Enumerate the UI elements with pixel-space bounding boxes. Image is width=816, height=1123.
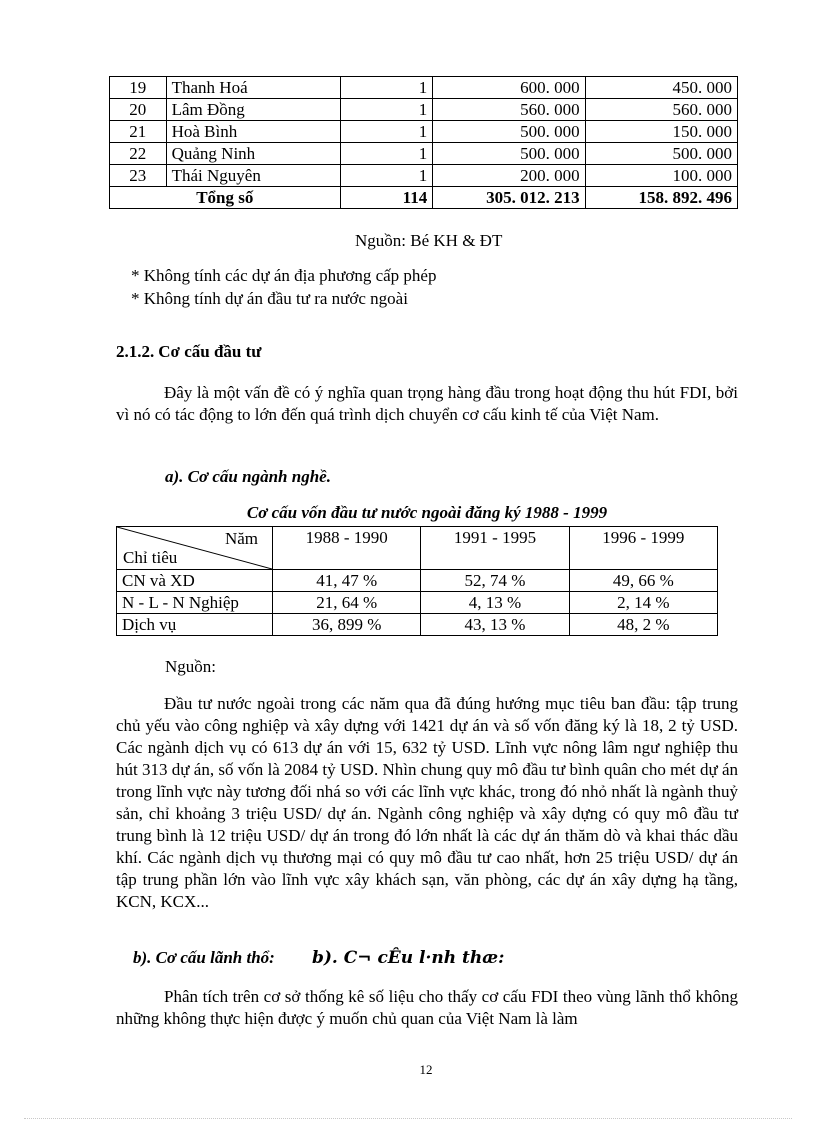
table-row bbox=[110, 143, 738, 165]
paragraph-2: Đầu tư nước ngoài trong các năm qua đã đúng hướng mục tiêu ban đầu: tập trung chủ yếu vào công nghiệp và xây dựng với 1421 dự án và số vốn đăng ký là 18, 2 tỷ USD. Các ngành dịch vụ có 613 dự án với 15, 632 tỷ USD. Lĩnh vực nông lâm ngư nghiệp thu hút 313 dự án, số vốn là 2084 tỷ USD. Nhìn chung quy mô đầu tư bình quân cho mét dự án trong lĩnh vực này tương đối nhá so với các lĩnh vực khác, trong đó nhỏ nhất là ngành thuỷ sản, chỉ khoảng 3 triệu USD/ dự án. Ngành công nghiệp và xây dựng có quy mô đầu tư trung bình là 12 triệu USD/ dự án trong đó lớn nhất là các dự án thăm dò và khai thác dầu khí. Các ngành dịch vụ thương mại có quy mô đầu tư cao nhất, hơn 25 triệu USD/ dự án tập trung phần lớn vào lĩnh vực xây khách sạn, văn phòng, các dự án xây dựng hạ tầng, KCN, KCX... bbox=[116, 694, 738, 911]
table-row bbox=[110, 99, 738, 121]
total-capital: 305. 012. 213 bbox=[433, 187, 585, 209]
paragraph-3: Phân tích trên cơ sở thống kê số liệu cho thấy cơ cấu FDI theo vùng lãnh thổ không những không thực hiện được ý muốn chủ quan của Việt Nam là làm bbox=[116, 987, 738, 1028]
total-legal: 158. 892. 496 bbox=[585, 187, 737, 209]
source-note-2: Nguồn: bbox=[165, 657, 216, 676]
cell-name: Lâm Đồng bbox=[166, 99, 340, 121]
row-value: 48, 2 % bbox=[569, 614, 717, 636]
cell-count: 1 bbox=[340, 77, 433, 99]
period-header: 1988 - 1990 bbox=[273, 527, 421, 570]
cell-count: 1 bbox=[340, 121, 433, 143]
cell-name: Hoà Bình bbox=[166, 121, 340, 143]
cell-name: Thanh Hoá bbox=[166, 77, 340, 99]
row-value: 49, 66 % bbox=[569, 570, 717, 592]
section-heading bbox=[116, 342, 261, 362]
row-label: CN và XD bbox=[117, 570, 273, 592]
table-row bbox=[110, 121, 738, 143]
paragraph-1: Đây là một vấn đề có ý nghĩa quan trọng hàng đầu trong hoạt động thu hút FDI, bởi vì nó có tác động to lớn đến quá trình dịch chuyển cơ cấu kinh tế của Việt Nam. bbox=[116, 383, 738, 424]
source-note-1: Nguồn: Bé KH & ĐT bbox=[355, 231, 503, 250]
page-number: 12 bbox=[419, 1062, 433, 1077]
subheading-a: a). Cơ cấu ngành nghề. bbox=[165, 467, 331, 486]
cell-no: 19 bbox=[110, 77, 167, 99]
cell-capital: 200. 000 bbox=[433, 165, 585, 187]
section-title: Cơ cấu đầu tư bbox=[158, 342, 262, 361]
diagonal-header-cell bbox=[117, 527, 273, 570]
struct-header-row bbox=[117, 527, 718, 570]
provinces-table bbox=[109, 76, 738, 209]
row-label: N - L - N Nghiệp bbox=[117, 592, 273, 614]
cell-no: 23 bbox=[110, 165, 167, 187]
page-bottom-rule bbox=[24, 1118, 792, 1119]
subheading-b: b). Cơ cấu lãnh thổ: bbox=[133, 948, 275, 967]
period-header: 1991 - 1995 bbox=[421, 527, 569, 570]
table-row bbox=[110, 77, 738, 99]
cell-legal: 560. 000 bbox=[585, 99, 737, 121]
note-1: * Không tính các dự án địa phương cấp phép bbox=[131, 266, 437, 285]
total-row bbox=[110, 187, 738, 209]
row-value: 52, 74 % bbox=[421, 570, 569, 592]
row-value: 21, 64 % bbox=[273, 592, 421, 614]
row-value: 41, 47 % bbox=[273, 570, 421, 592]
corner-criteria-label: Chỉ tiêu bbox=[123, 548, 178, 567]
struct-row bbox=[117, 592, 718, 614]
row-label: Dịch vụ bbox=[117, 614, 273, 636]
cell-legal: 150. 000 bbox=[585, 121, 737, 143]
note-2: * Không tính dự án đầu tư ra nước ngoài bbox=[131, 289, 408, 308]
investment-structure-table bbox=[116, 526, 718, 636]
row-value: 43, 13 % bbox=[421, 614, 569, 636]
section-number: 2.1.2. bbox=[116, 342, 155, 361]
cell-name: Thái Nguyên bbox=[166, 165, 340, 187]
row-value: 2, 14 % bbox=[569, 592, 717, 614]
struct-table-title: Cơ cấu vốn đầu tư nước ngoài đăng ký 1988 - 1999 bbox=[246, 503, 608, 522]
struct-row bbox=[117, 570, 718, 592]
cell-name: Quảng Ninh bbox=[166, 143, 340, 165]
row-value: 36, 899 % bbox=[273, 614, 421, 636]
cell-capital: 500. 000 bbox=[433, 121, 585, 143]
period-header: 1996 - 1999 bbox=[569, 527, 717, 570]
subheading-b-garbled: b). C¬ cÊu l·nh thæ: bbox=[312, 948, 505, 968]
cell-capital: 500. 000 bbox=[433, 143, 585, 165]
cell-count: 1 bbox=[340, 165, 433, 187]
corner-year-label: Năm bbox=[224, 529, 258, 548]
cell-legal: 450. 000 bbox=[585, 77, 737, 99]
cell-capital: 560. 000 bbox=[433, 99, 585, 121]
cell-no: 20 bbox=[110, 99, 167, 121]
cell-legal: 100. 000 bbox=[585, 165, 737, 187]
row-value: 4, 13 % bbox=[421, 592, 569, 614]
cell-no: 21 bbox=[110, 121, 167, 143]
cell-legal: 500. 000 bbox=[585, 143, 737, 165]
struct-row bbox=[117, 614, 718, 636]
cell-count: 1 bbox=[340, 143, 433, 165]
cell-count: 1 bbox=[340, 99, 433, 121]
cell-no: 22 bbox=[110, 143, 167, 165]
total-label: Tổng số bbox=[110, 187, 341, 209]
cell-capital: 600. 000 bbox=[433, 77, 585, 99]
total-count: 114 bbox=[340, 187, 433, 209]
table-row bbox=[110, 165, 738, 187]
